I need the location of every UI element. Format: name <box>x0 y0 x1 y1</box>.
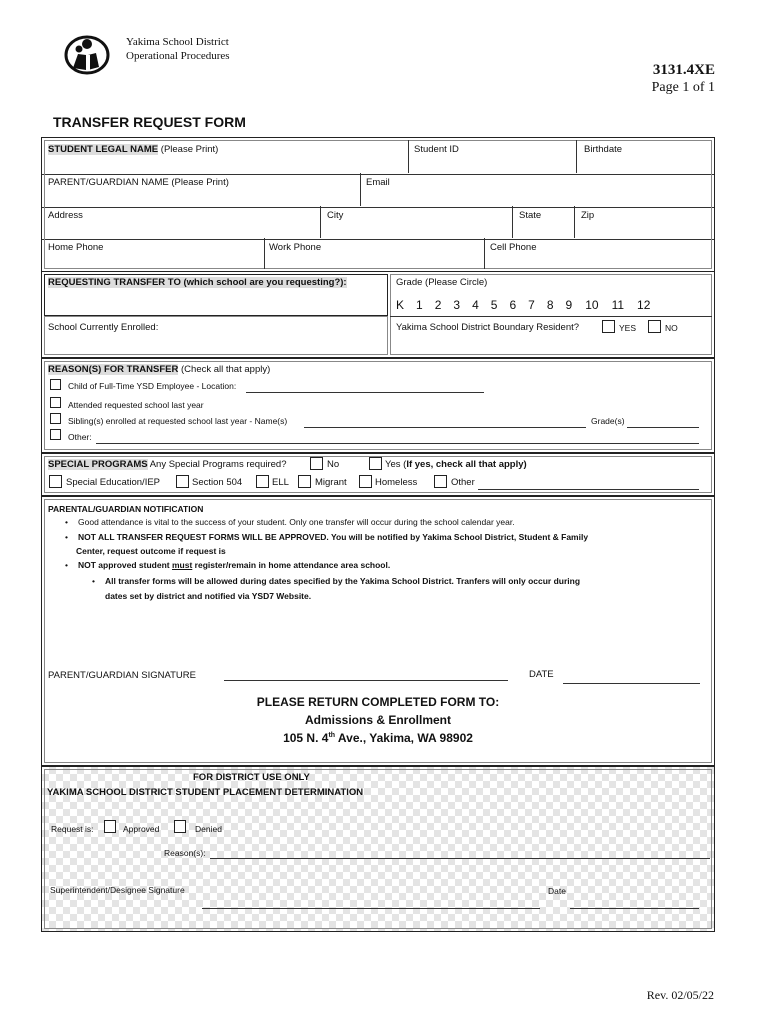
section-504-label: Section 504 <box>192 477 243 488</box>
date-line[interactable] <box>563 683 700 684</box>
resident-yes-checkbox[interactable] <box>602 320 615 333</box>
district-name: Yakima School District <box>126 36 229 48</box>
grade-option[interactable]: 9 <box>565 298 573 312</box>
grade-option[interactable]: 2 <box>434 298 442 312</box>
notification-bullet-1: • Good attendance is vital to the success of your student. Only one transfer will occur during the school calendar year. <box>65 517 515 527</box>
school-enrolled-field[interactable]: School Currently Enrolled: <box>48 322 159 333</box>
grade-option[interactable]: K <box>396 298 405 312</box>
return-line-1: PLEASE RETURN COMPLETED FORM TO: <box>256 695 500 709</box>
placement-determination-heading: YAKIMA SCHOOL DISTRICT STUDENT PLACEMENT DETERMINATION <box>47 787 364 798</box>
grade-option[interactable]: 5 <box>490 298 498 312</box>
signature-label: PARENT/GUARDIAN SIGNATURE <box>48 670 196 681</box>
approved-label: Approved <box>123 824 160 834</box>
cell-phone-field[interactable]: Cell Phone <box>490 242 537 253</box>
reason-attended-checkbox[interactable] <box>50 397 61 408</box>
resident-yes-label: YES <box>619 323 637 333</box>
grade-option[interactable]: 3 <box>453 298 461 312</box>
section-504-checkbox[interactable] <box>176 475 189 488</box>
special-yes-checkbox[interactable] <box>369 457 382 470</box>
request-is-label: Request is: <box>51 824 94 834</box>
page-number: Page 1 of 1 <box>651 80 715 95</box>
return-line-3: 105 N. 4th Ave., Yakima, WA 98902 <box>283 731 473 745</box>
reason-employee-checkbox[interactable] <box>50 379 61 390</box>
district-subtitle: Operational Procedures <box>126 50 230 62</box>
address-field[interactable]: Address <box>48 210 83 221</box>
notification-bullet-3: • NOT approved student must register/remain in home attendance area school. <box>65 560 391 570</box>
home-phone-field[interactable]: Home Phone <box>48 242 104 253</box>
reason-attended-label: Attended requested school last year <box>68 400 204 410</box>
special-no-checkbox[interactable] <box>310 457 323 470</box>
district-logo-icon <box>64 33 110 75</box>
birthdate-field[interactable]: Birthdate <box>584 144 623 155</box>
grade-option[interactable]: 1 <box>416 298 423 312</box>
grade-option[interactable]: 11 <box>611 298 625 312</box>
grade-label: Grade (Please Circle) <box>396 277 488 288</box>
district-date-line[interactable] <box>570 908 699 909</box>
resident-no-label: NO <box>665 323 678 333</box>
return-line-2: Admissions & Enrollment <box>304 713 452 727</box>
grade-circle-options[interactable] <box>396 298 663 312</box>
special-education-checkbox[interactable] <box>49 475 62 488</box>
reason-employee-label: Child of Full-Time YSD Employee - Location: <box>68 381 237 391</box>
superintendent-signature-label: Superintendent/Designee Signature <box>50 885 185 895</box>
special-programs-heading: SPECIAL PROGRAMS Any Special Programs required? <box>48 459 287 470</box>
approved-checkbox[interactable] <box>104 820 116 833</box>
reason-other-checkbox[interactable] <box>50 429 61 440</box>
form-title: TRANSFER REQUEST FORM <box>53 114 246 130</box>
special-education-label: Special Education/IEP <box>66 477 161 488</box>
zip-field[interactable]: Zip <box>581 210 595 221</box>
city-field[interactable]: City <box>327 210 344 221</box>
district-use-heading: FOR DISTRICT USE ONLY <box>193 772 310 783</box>
signature-line[interactable] <box>224 680 508 681</box>
grade-option[interactable]: 4 <box>472 298 479 312</box>
grade-option[interactable]: 10 <box>585 298 599 312</box>
superintendent-signature-line[interactable] <box>202 908 540 909</box>
district-date-label: Date <box>548 886 566 896</box>
date-label: DATE <box>529 669 554 680</box>
student-name-field[interactable]: STUDENT LEGAL NAME (Please Print) <box>48 144 219 155</box>
special-yes-label: Yes (If yes, check all that apply) <box>385 459 527 470</box>
migrant-label: Migrant <box>315 477 347 488</box>
notification-heading: PARENTAL/GUARDIAN NOTIFICATION <box>48 504 204 514</box>
resident-no-checkbox[interactable] <box>648 320 661 333</box>
denied-checkbox[interactable] <box>174 820 186 833</box>
grade-option[interactable]: 8 <box>546 298 554 312</box>
reason-sibling-checkbox[interactable] <box>50 413 61 424</box>
notification-bullet-2-cont: Center, request outcome if request is <box>76 546 226 556</box>
denied-label: Denied <box>195 824 222 834</box>
grade-option[interactable]: 6 <box>509 298 517 312</box>
email-field[interactable]: Email <box>366 177 390 188</box>
requesting-transfer-label[interactable]: REQUESTING TRANSFER TO (which school are you requesting?): <box>48 277 347 288</box>
homeless-label: Homeless <box>375 477 418 488</box>
migrant-checkbox[interactable] <box>298 475 311 488</box>
revision-date: Rev. 02/05/22 <box>646 988 714 1002</box>
notification-bullet-4: • All transfer forms will be allowed during dates specified by the Yakima School District. Tranfers will only occur during <box>92 576 581 586</box>
notification-bullet-2: • NOT ALL TRANSFER REQUEST FORMS WILL BE APPROVED. You will be notified by Yakima School District, Student & Family <box>65 532 589 542</box>
ell-checkbox[interactable] <box>256 475 269 488</box>
notification-bullet-4-cont: dates set by district and notified via YSD7 Website. <box>105 591 312 601</box>
special-other-label: Other <box>451 477 475 488</box>
parent-name-field[interactable]: PARENT/GUARDIAN NAME (Please Print) <box>48 177 229 188</box>
reasons-line[interactable] <box>210 858 710 859</box>
reasons-heading: REASON(S) FOR TRANSFER (Check all that apply) <box>48 364 271 375</box>
special-no-label: No <box>327 459 340 470</box>
student-id-field[interactable]: Student ID <box>414 144 459 155</box>
form-code: 3131.4XE <box>652 62 715 78</box>
homeless-checkbox[interactable] <box>359 475 372 488</box>
ell-label: ELL <box>272 477 289 488</box>
state-field[interactable]: State <box>519 210 542 221</box>
grade-option[interactable]: 7 <box>528 298 535 312</box>
grade-option[interactable]: 12 <box>637 298 651 312</box>
boundary-resident-label: Yakima School District Boundary Resident? <box>396 322 580 333</box>
reason-sibling-label: Sibling(s) enrolled at requested school last year - Name(s) <box>68 416 288 426</box>
reasons-label: Reason(s): <box>164 848 206 858</box>
reason-other-label: Other: <box>68 432 92 442</box>
reason-sibling-grades-label: Grade(s) <box>591 416 625 426</box>
special-other-checkbox[interactable] <box>434 475 447 488</box>
work-phone-field[interactable]: Work Phone <box>269 242 322 253</box>
